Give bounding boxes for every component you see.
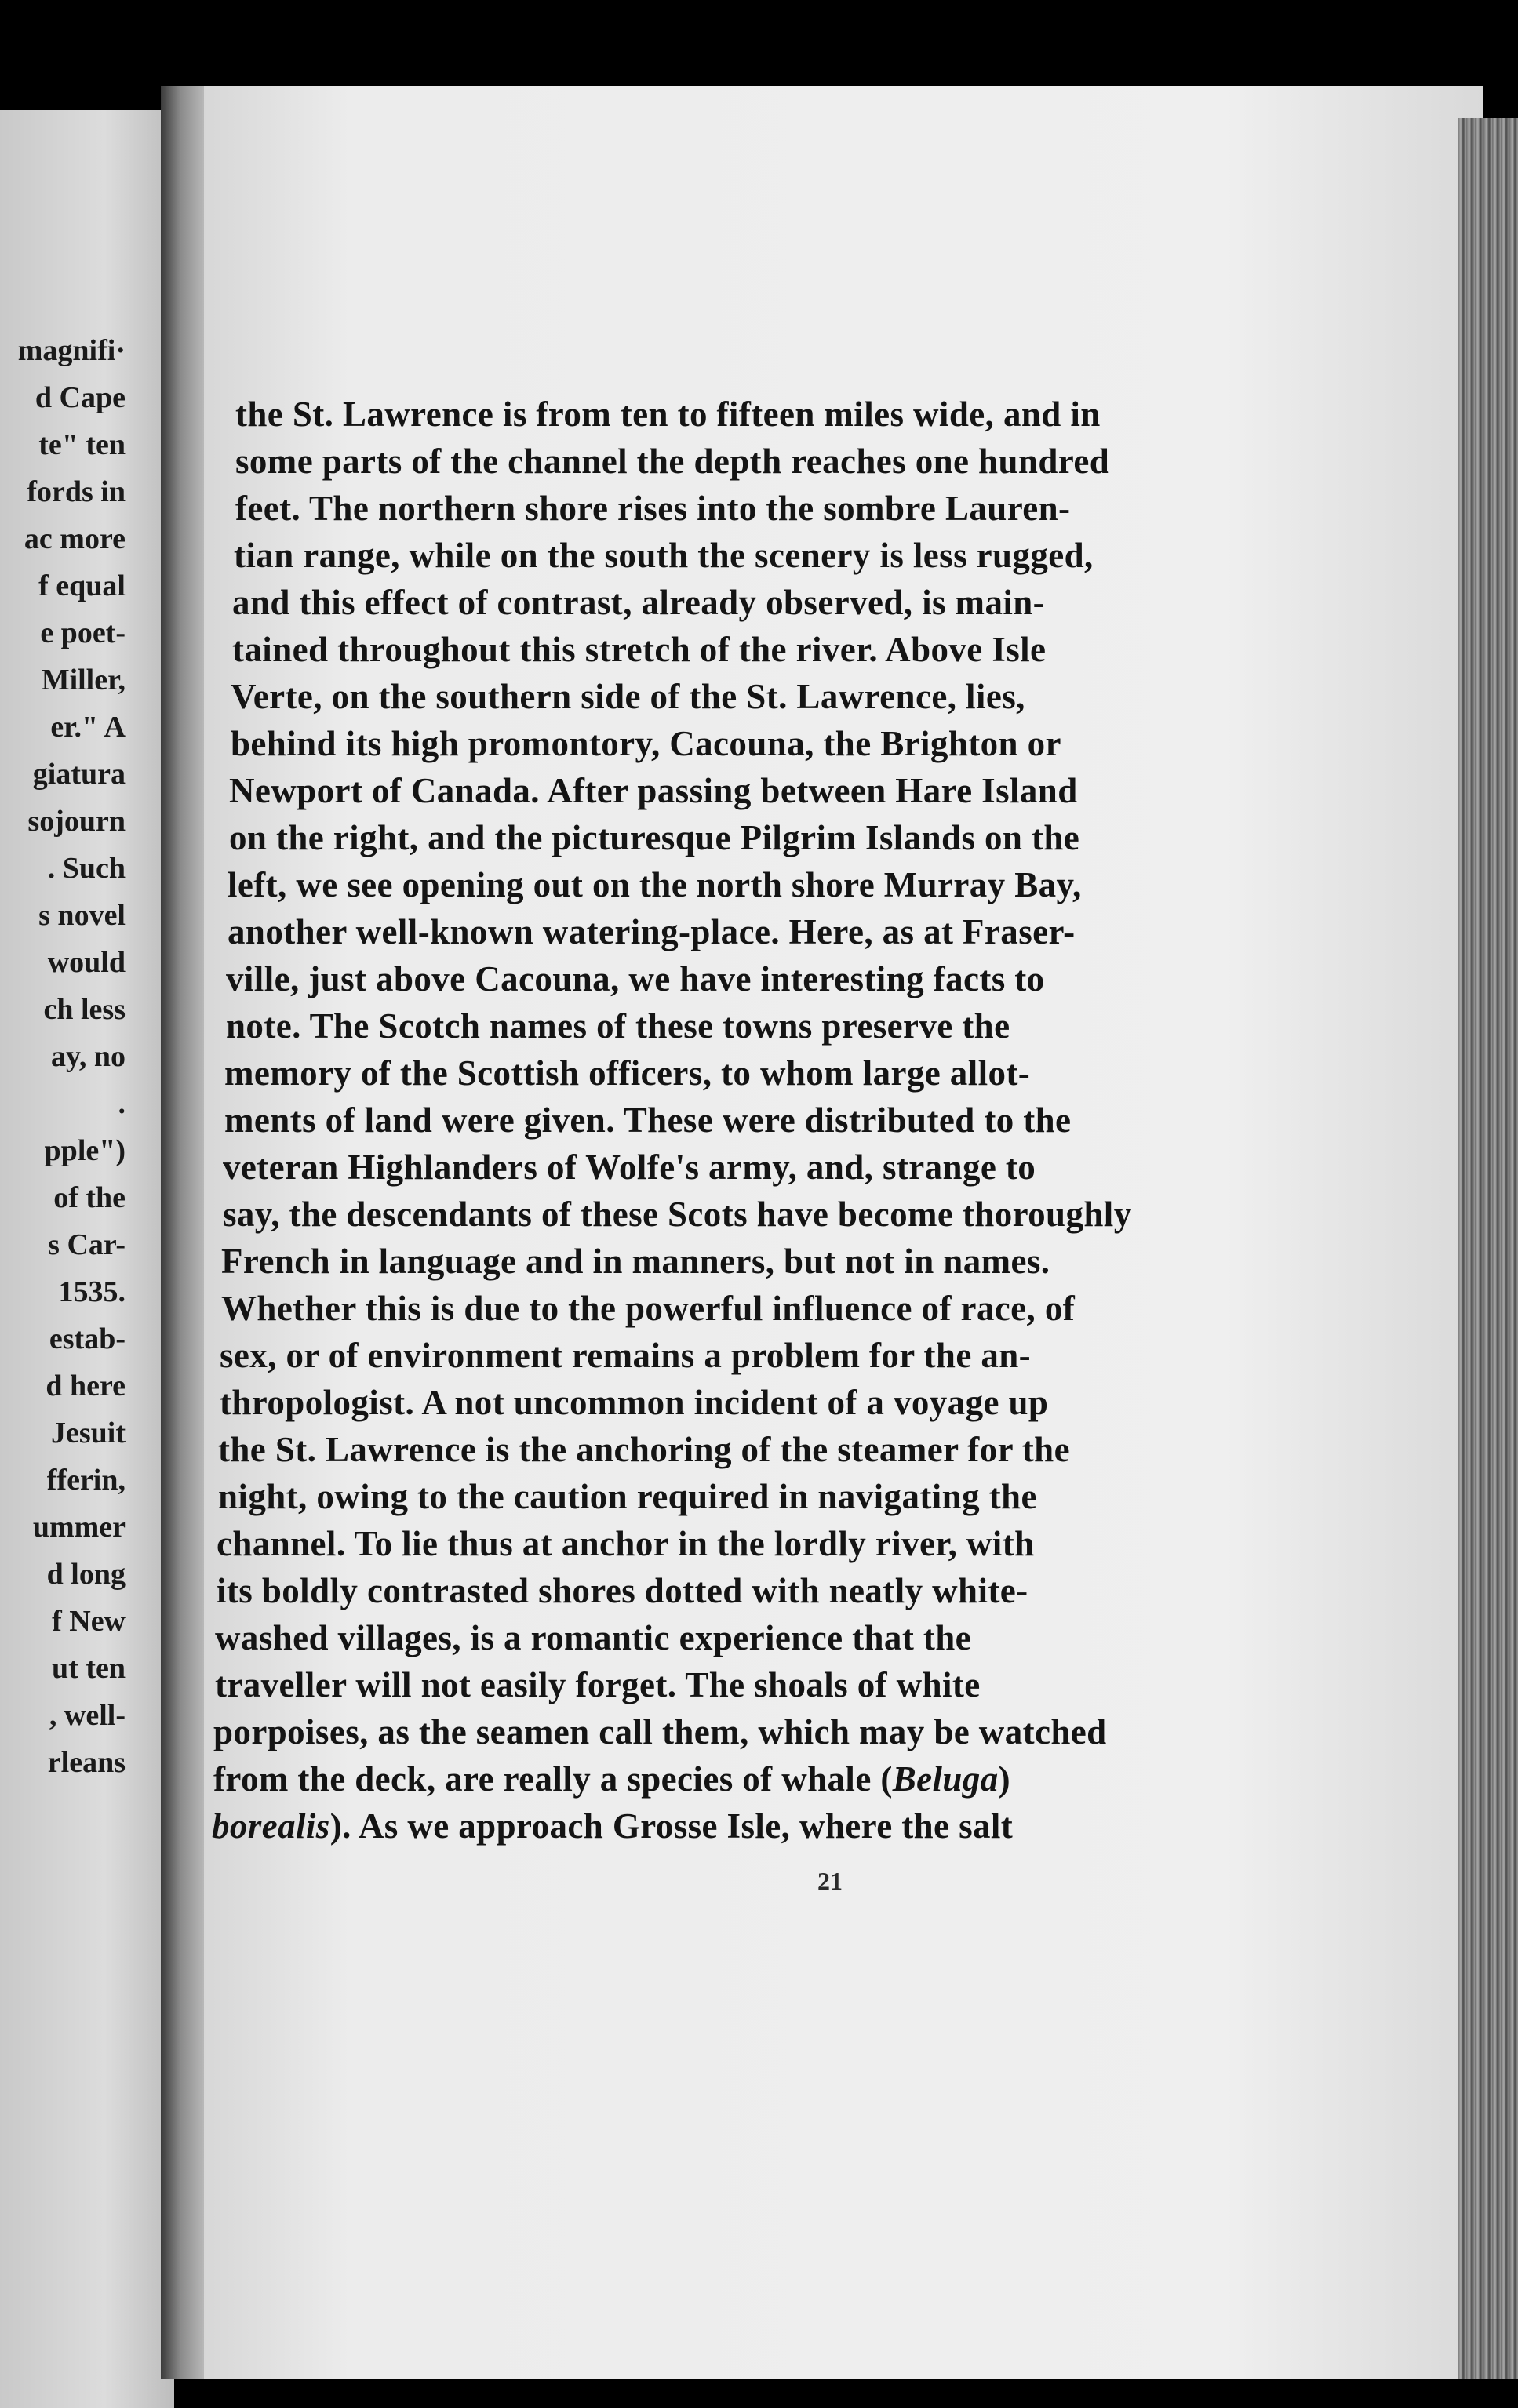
- left-page-line: rleans: [47, 1746, 126, 1779]
- left-page-line: d long: [46, 1558, 126, 1591]
- left-page-line: of the: [53, 1181, 126, 1214]
- body-line: porpoises, as the seamen call them, which may be watched: [213, 1712, 1107, 1751]
- left-page-line: . Such: [47, 852, 126, 885]
- body-line: [212, 1806, 1013, 1846]
- body-line: some parts of the channel the depth reaches one hundred: [235, 442, 1110, 481]
- page-number: 21: [817, 1867, 843, 1895]
- left-page-line: estab-: [49, 1322, 126, 1355]
- body-line: memory of the Scottish officers, to whom large allot-: [224, 1053, 1031, 1093]
- body-line: channel. To lie thus at anchor in the lordly river, with: [217, 1524, 1035, 1563]
- left-page-line: would: [47, 946, 126, 979]
- body-line: French in language and in manners, but not in names.: [221, 1242, 1050, 1281]
- body-line: veteran Highlanders of Wolfe's army, and, strange to: [223, 1148, 1036, 1187]
- left-page-line: s Car-: [48, 1228, 126, 1261]
- left-page-line: d Cape: [35, 381, 126, 414]
- body-line-text: ). As we approach Grosse Isle, where the salt: [329, 1806, 1014, 1846]
- body-line: behind its high promontory, Cacouna, the Brighton or: [231, 724, 1061, 763]
- left-facing-page: [0, 110, 174, 2408]
- left-page-line: Miller,: [41, 664, 126, 697]
- body-line: washed villages, is a romantic experience that the: [215, 1618, 972, 1657]
- body-line: sex, or of environment remains a problem for the an-: [220, 1336, 1032, 1375]
- body-line: Newport of Canada. After passing between Hare Island: [229, 771, 1078, 810]
- body-line: ments of land were given. These were distributed to the: [224, 1100, 1072, 1140]
- left-page-line: e poet-: [40, 617, 126, 649]
- left-page-line: er." A: [50, 711, 126, 744]
- page-fore-edge: [1458, 118, 1518, 2379]
- left-page-line: Jesuit: [51, 1417, 126, 1450]
- body-line: left, we see opening out on the north shore Murray Bay,: [228, 865, 1082, 904]
- left-page-line: giatura: [32, 758, 126, 791]
- body-line: and this effect of contrast, already observed, is main-: [232, 583, 1046, 622]
- main-page: [196, 86, 1483, 2379]
- left-page-line: s novel: [38, 899, 126, 932]
- body-line-text: from the deck, are really a species of whale (: [213, 1759, 893, 1799]
- body-line: the St. Lawrence is the anchoring of the steamer for the: [218, 1430, 1070, 1469]
- body-line: tian range, while on the south the scenery is less rugged,: [234, 536, 1094, 575]
- italic-term: Beluga: [892, 1759, 999, 1799]
- italic-term: borealis: [212, 1806, 330, 1846]
- left-page-line: , well-: [49, 1699, 126, 1732]
- body-line: tained throughout this stretch of the river. Above Isle: [232, 630, 1047, 669]
- left-page-line: d here: [46, 1370, 126, 1402]
- body-line: note. The Scotch names of these towns preserve the: [226, 1006, 1010, 1046]
- left-page-line: te" ten: [38, 428, 126, 461]
- book-gutter: [161, 86, 204, 2379]
- left-page-line: f New: [52, 1605, 126, 1638]
- left-page-line: ummer: [32, 1511, 126, 1544]
- left-page-line: sojourn: [27, 805, 126, 838]
- body-line: another well-known watering-place. Here, as at Fraser-: [228, 912, 1076, 951]
- body-line-text: ): [998, 1759, 1011, 1799]
- body-line: the St. Lawrence is from ten to fifteen miles wide, and in: [235, 395, 1101, 434]
- left-page-line: ay, no: [50, 1040, 126, 1073]
- body-line: thropologist. A not uncommon incident of a voyage up: [220, 1383, 1049, 1422]
- body-line: feet. The northern shore rises into the sombre Lauren-: [235, 489, 1071, 528]
- body-line: [213, 1759, 1010, 1799]
- body-line: say, the descendants of these Scots have become thoroughly: [223, 1195, 1132, 1234]
- left-page-line: f equal: [38, 569, 126, 602]
- body-line: Whether this is due to the powerful influence of race, of: [221, 1289, 1076, 1328]
- body-line: traveller will not easily forget. The shoals of white: [215, 1665, 981, 1704]
- left-page-line: fferin,: [46, 1464, 126, 1497]
- body-line: on the right, and the picturesque Pilgrim Islands on the: [229, 818, 1080, 857]
- left-page-line: magnifi·: [17, 334, 126, 367]
- left-page-line: ac more: [24, 522, 126, 555]
- body-line: night, owing to the caution required in navigating the: [218, 1477, 1037, 1516]
- left-page-line: pple"): [44, 1134, 126, 1167]
- body-line: its boldly contrasted shores dotted with neatly white-: [217, 1571, 1028, 1610]
- left-page-line: ch less: [43, 993, 126, 1026]
- body-line: ville, just above Cacouna, we have interesting facts to: [226, 959, 1045, 998]
- left-page-line: ut ten: [52, 1652, 126, 1685]
- left-page-line: fords in: [27, 475, 126, 508]
- left-page-line: .: [118, 1087, 126, 1120]
- left-page-line: 1535.: [58, 1275, 126, 1308]
- body-line: Verte, on the southern side of the St. Lawrence, lies,: [231, 677, 1025, 716]
